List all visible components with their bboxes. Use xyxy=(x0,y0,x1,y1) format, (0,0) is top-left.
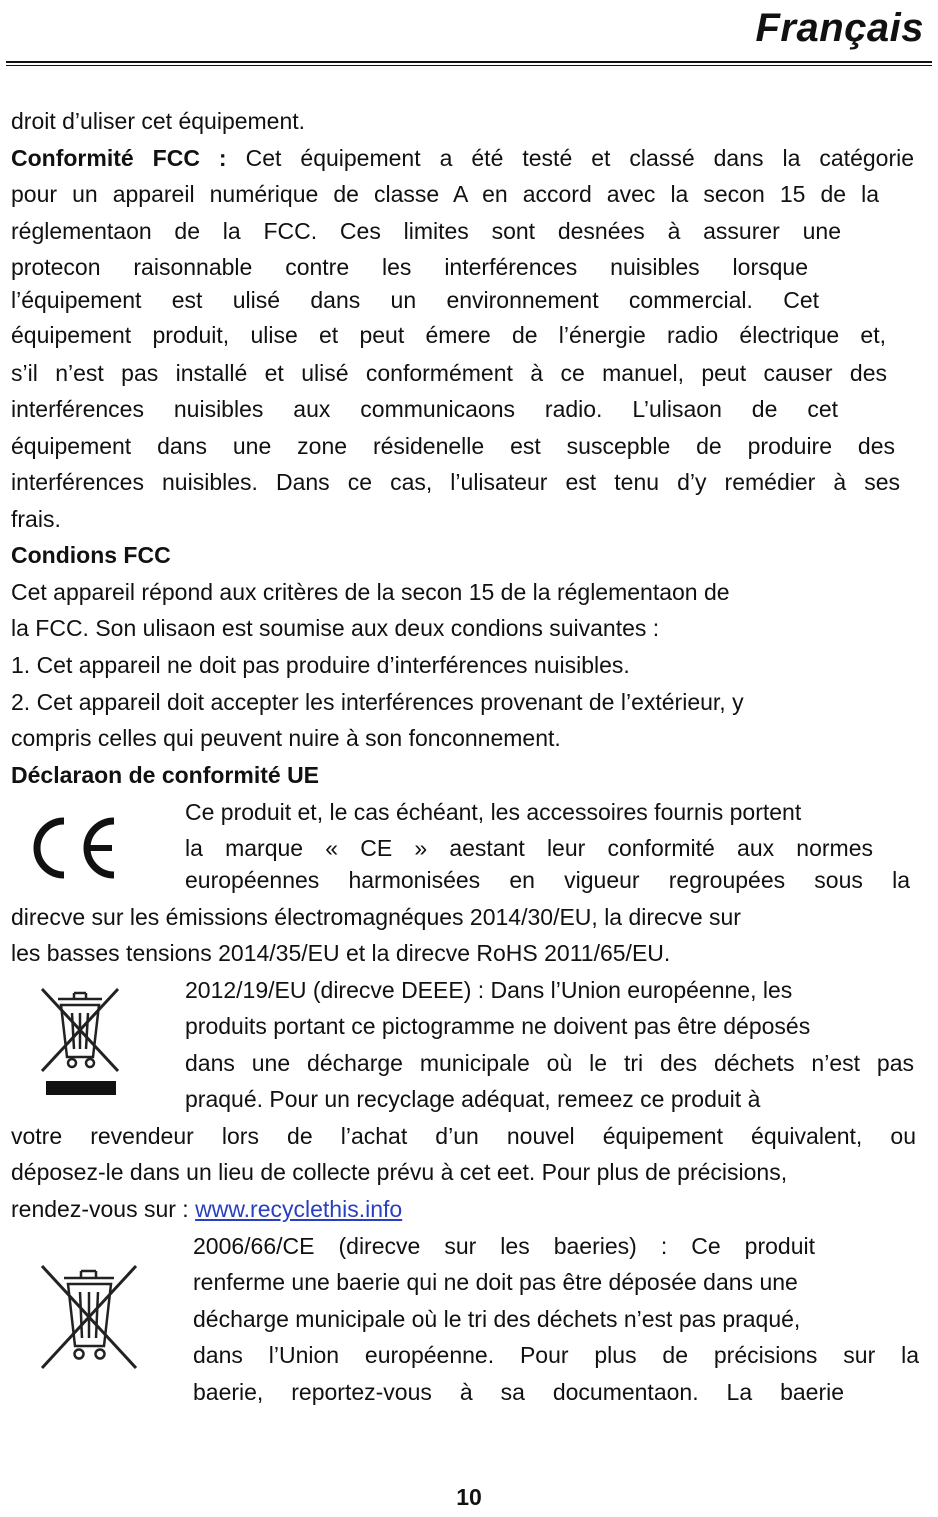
ce-mark-text: CE xyxy=(28,815,30,816)
weee-line: praqué. Pour un recyclage adéquat, remeez ce produit à xyxy=(185,1086,761,1112)
fcc-line: pour un appareil numérique de classe A en accord avec la secon 15 de la xyxy=(11,181,879,207)
header-divider xyxy=(6,61,932,66)
battery-line: renferme une baerie qui ne doit pas être déposée dans une xyxy=(193,1269,798,1295)
page-language-title: Français xyxy=(755,6,924,50)
weee-line: dans une décharge municipale où le tri des déchets n’est pas xyxy=(185,1050,914,1076)
fcc-line: équipement dans une zone résidenelle est suscepble de produire des xyxy=(11,433,895,459)
weee-crossed-bin-icon xyxy=(36,985,124,1100)
conditions-line: 2. Cet appareil doit accepter les interférences provenant de l’extérieur, y xyxy=(11,689,744,715)
fcc-line: protecon raisonnable contre les interférences nuisibles lorsque xyxy=(11,254,808,280)
fcc-line: s’il n’est pas installé et ulisé conformément à ce manuel, peut causer des xyxy=(11,360,887,386)
fcc-line: équipement produit, ulise et peut émere de l’énergie radio électrique et, xyxy=(11,322,886,348)
conditions-line: la FCC. Son ulisaon est soumise aux deux condions suivantes : xyxy=(11,615,660,641)
recyclethis-link[interactable]: www.recyclethis.info xyxy=(195,1196,403,1222)
ce-mark-icon xyxy=(28,815,120,881)
battery-line: dans l’Union européenne. Pour plus de précisions sur la xyxy=(193,1342,919,1368)
eu-line: direcve sur les émissions électromagnéques 2014/30/EU, la direcve sur xyxy=(11,904,741,930)
eu-line: la marque « CE » aestant leur conformité aux normes xyxy=(185,835,873,861)
battery-line: baerie, reportez-vous à sa documentaon. La baerie xyxy=(193,1379,844,1405)
weee-link-line: rendez-vous sur : www.recyclethis.info xyxy=(11,1196,403,1222)
fcc-line: interférences nuisibles. Dans ce cas, l’ulisateur est tenu d’y remédier à ses xyxy=(11,469,900,495)
conditions-line: Cet appareil répond aux critères de la secon 15 de la réglementaon de xyxy=(11,579,730,605)
battery-crossed-bin-icon xyxy=(36,1262,140,1374)
weee-line: déposez-le dans un lieu de collecte prévu à cet eet. Pour plus de précisions, xyxy=(11,1159,788,1185)
fcc-line: interférences nuisibles aux communicaons radio. L’ulisaon de cet xyxy=(11,396,838,422)
weee-line: votre revendeur lors de l’achat d’un nouvel équipement équivalent, ou xyxy=(11,1123,916,1149)
fcc-line: réglementaon de la FCC. Ces limites sont desnées à assurer une xyxy=(11,218,841,244)
eu-line: Ce produit et, le cas échéant, les accessoires fournis portent xyxy=(185,799,802,825)
fcc-conditions-heading: Condions FCC xyxy=(11,542,171,568)
fcc-line-1: Conformité FCC : Cet équipement a été testé et classé dans la catégorie xyxy=(11,145,914,171)
conditions-line: 1. Cet appareil ne doit pas produire d’interférences nuisibles. xyxy=(11,652,630,678)
fcc-line: frais. xyxy=(11,506,61,532)
fcc-line: l’équipement est ulisé dans un environnement commercial. Cet xyxy=(11,287,819,313)
eu-line: les basses tensions 2014/35/EU et la direcve RoHS 2011/65/EU. xyxy=(11,940,671,966)
fcc-label: Conformité FCC : xyxy=(11,145,227,171)
battery-line: décharge municipale où le tri des déchets n’est pas praqué, xyxy=(193,1306,801,1332)
battery-line: 2006/66/CE (direcve sur les baeries) : Ce produit xyxy=(193,1233,815,1259)
weee-line: produits portant ce pictogramme ne doivent pas être déposés xyxy=(185,1013,811,1039)
paragraph-continuation: droit d’uliser cet équipement. xyxy=(11,108,306,134)
weee-line: 2012/19/EU (direcve DEEE) : Dans l’Union européenne, les xyxy=(185,977,793,1003)
eu-line: européennes harmonisées en vigueur regroupées sous la xyxy=(185,867,910,893)
conditions-line: compris celles qui peuvent nuire à son fonconnement. xyxy=(11,725,561,751)
eu-declaration-heading: Déclaraon de conformité UE xyxy=(11,762,320,788)
page-number: 10 xyxy=(456,1484,482,1510)
